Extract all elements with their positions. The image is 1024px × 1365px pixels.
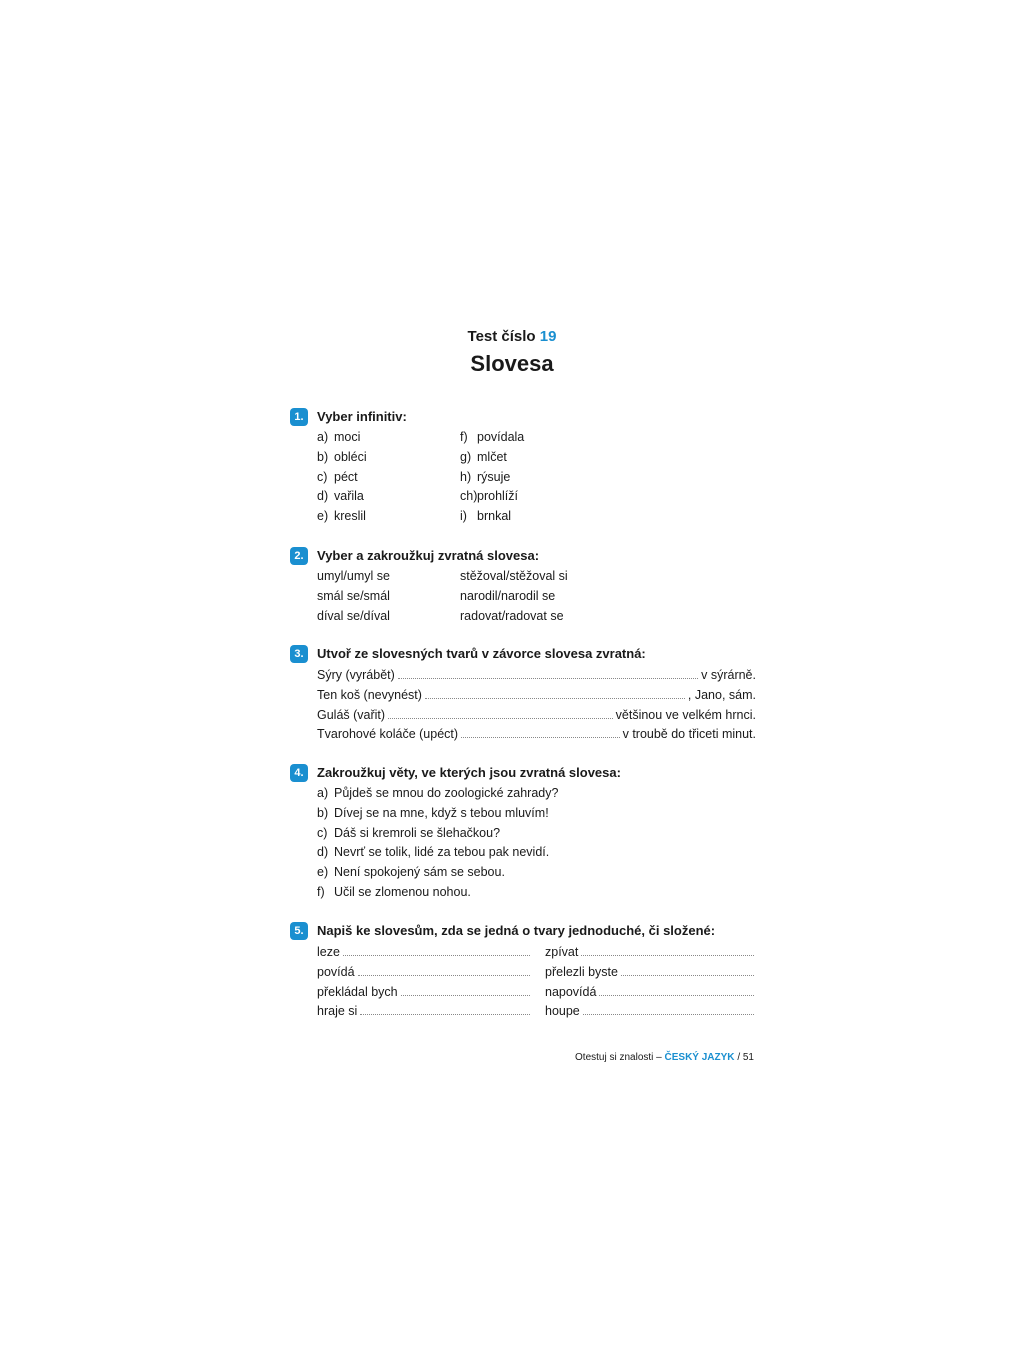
exercise-1 — [290, 408, 756, 528]
sentence-start: Ten koš (nevynést) — [317, 687, 422, 702]
footer-prefix: Otestuj si znalosti – — [575, 1052, 662, 1063]
item-text: radovat/radovat se — [460, 608, 564, 623]
exercise-heading: Utvoř ze slovesných tvarů v závorce slovesa zvratná: — [317, 646, 646, 661]
item-label: d) — [317, 845, 329, 860]
item-label: f) — [460, 430, 468, 444]
list-item — [317, 1001, 756, 1021]
exercise-items — [317, 567, 756, 626]
page-number: / 51 — [737, 1052, 754, 1063]
item-text: rýsuje — [477, 469, 511, 484]
exercise-3 — [290, 645, 756, 745]
item-text: povídala — [477, 430, 525, 444]
list-item[interactable] — [317, 784, 756, 804]
exercise-4 — [290, 764, 756, 904]
verb-text: houpe — [545, 1004, 580, 1019]
verb-text: překládal bych — [317, 984, 398, 999]
item-label: d) — [317, 489, 329, 504]
list-item — [317, 567, 756, 587]
item-text: Učil se zlomenou nohou. — [334, 884, 471, 899]
list-item[interactable] — [317, 804, 756, 824]
answer-blank[interactable] — [401, 982, 530, 996]
answer-blank[interactable] — [461, 724, 620, 738]
answer-blank[interactable] — [388, 705, 613, 719]
sentence-start: Guláš (vařit) — [317, 707, 386, 722]
fill-in-sentence — [317, 724, 756, 744]
item-label: b) — [317, 449, 329, 464]
sentence-start: Tvarohové koláče (upéct) — [317, 727, 459, 742]
verb-text: přelezli byste — [545, 964, 618, 979]
list-item[interactable] — [317, 883, 756, 903]
list-item — [317, 507, 756, 527]
item-text: vařila — [334, 489, 364, 504]
exercise-heading: Zakroužkuj věty, ve kterých jsou zvratná slovesa: — [317, 765, 621, 780]
answer-blank[interactable] — [599, 982, 754, 996]
exercise-items — [317, 428, 756, 527]
answer-blank[interactable] — [398, 665, 698, 679]
answer-blank[interactable] — [358, 962, 530, 976]
list-item — [317, 607, 756, 627]
item-label: g) — [460, 449, 472, 464]
answer-blank[interactable] — [360, 1001, 530, 1015]
footer-subject: ČESKÝ JAZYK — [664, 1052, 735, 1063]
answer-blank[interactable] — [583, 1001, 754, 1015]
exercise-heading: Vyber infinitiv: — [317, 409, 407, 424]
list-item — [317, 942, 756, 962]
fill-in-sentence — [317, 665, 756, 685]
item-text: Dáš si kremroli se šlehačkou? — [334, 825, 501, 840]
list-item — [317, 487, 756, 507]
list-item — [317, 428, 756, 448]
verb-text: zpívat — [545, 945, 579, 959]
item-label: c) — [317, 469, 328, 484]
item-label: i) — [460, 509, 467, 524]
exercise-5 — [290, 922, 756, 1022]
item-label: ch) — [460, 489, 478, 504]
list-item — [317, 982, 756, 1002]
test-subtitle — [0, 328, 1024, 345]
answer-blank[interactable] — [621, 962, 754, 976]
exercise-items — [317, 665, 756, 744]
item-label: b) — [317, 805, 329, 820]
exercise-number-badge: 3. — [290, 645, 308, 663]
item-label: e) — [317, 865, 329, 880]
verb-text: leze — [317, 945, 340, 959]
item-label: f) — [317, 884, 325, 899]
item-text: brnkal — [477, 509, 512, 524]
page-footer — [290, 1052, 754, 1063]
sentence-end: , Jano, sám. — [687, 687, 756, 702]
item-label: a) — [317, 430, 329, 444]
test-number: 19 — [539, 328, 557, 345]
sentence-start: Sýry (vyrábět) — [317, 668, 395, 682]
verb-text: napovídá — [545, 984, 597, 999]
list-item[interactable] — [317, 824, 756, 844]
list-item — [317, 448, 756, 468]
fill-in-sentence — [317, 685, 756, 705]
exercise-2 — [290, 547, 756, 629]
item-text: umyl/umyl se — [317, 569, 390, 583]
exercise-number-badge: 1. — [290, 408, 308, 426]
item-label: a) — [317, 786, 329, 800]
exercise-number-badge: 4. — [290, 764, 308, 782]
item-text: Půjdeš se mnou do zoologické zahrady? — [334, 786, 559, 800]
item-text: stěžoval/stěžoval si — [460, 569, 568, 583]
item-label: c) — [317, 825, 328, 840]
list-item[interactable] — [317, 863, 756, 883]
sentence-end: v sýrárně. — [701, 668, 756, 682]
list-item — [317, 468, 756, 488]
exercise-heading: Napiš ke slovesům, zda se jedná o tvary jednoduché, či složené: — [317, 923, 716, 938]
list-item[interactable] — [317, 843, 756, 863]
item-text: díval se/díval — [317, 608, 390, 623]
fill-in-sentence — [317, 705, 756, 725]
verb-text: povídá — [317, 964, 355, 979]
exercise-heading: Vyber a zakroužkuj zvratná slovesa: — [317, 548, 540, 563]
item-text: Není spokojený sám se sebou. — [334, 865, 505, 880]
item-text: mlčet — [477, 449, 507, 464]
exercise-number-badge: 2. — [290, 547, 308, 565]
answer-blank[interactable] — [581, 942, 754, 956]
answer-blank[interactable] — [425, 685, 685, 699]
item-text: kreslil — [334, 509, 366, 524]
item-label: h) — [460, 469, 472, 484]
item-text: prohlíží — [477, 489, 518, 504]
page-header — [0, 328, 1024, 377]
sentence-end: v troubě do třiceti minut. — [622, 727, 756, 742]
item-text: obléci — [334, 449, 367, 464]
exercise-items — [317, 784, 756, 903]
item-text: Nevrť se tolik, lidé za tebou pak nevidí. — [334, 845, 550, 860]
item-text: Dívej se na mne, když s tebou mluvím! — [334, 805, 549, 820]
page-title: Slovesa — [470, 351, 554, 376]
sentence-end: většinou ve velkém hrnci. — [615, 707, 756, 722]
item-text: moci — [334, 430, 361, 444]
verb-text: hraje si — [317, 1004, 358, 1019]
subtitle-prefix: Test číslo — [467, 328, 536, 345]
exercise-items — [317, 942, 756, 1021]
item-text: péct — [334, 469, 358, 484]
item-label: e) — [317, 509, 329, 524]
list-item — [317, 962, 756, 982]
item-text: smál se/smál — [317, 588, 390, 603]
item-text: narodil/narodil se — [460, 588, 556, 603]
exercise-number-badge: 5. — [290, 922, 308, 940]
answer-blank[interactable] — [343, 942, 530, 956]
list-item — [317, 587, 756, 607]
